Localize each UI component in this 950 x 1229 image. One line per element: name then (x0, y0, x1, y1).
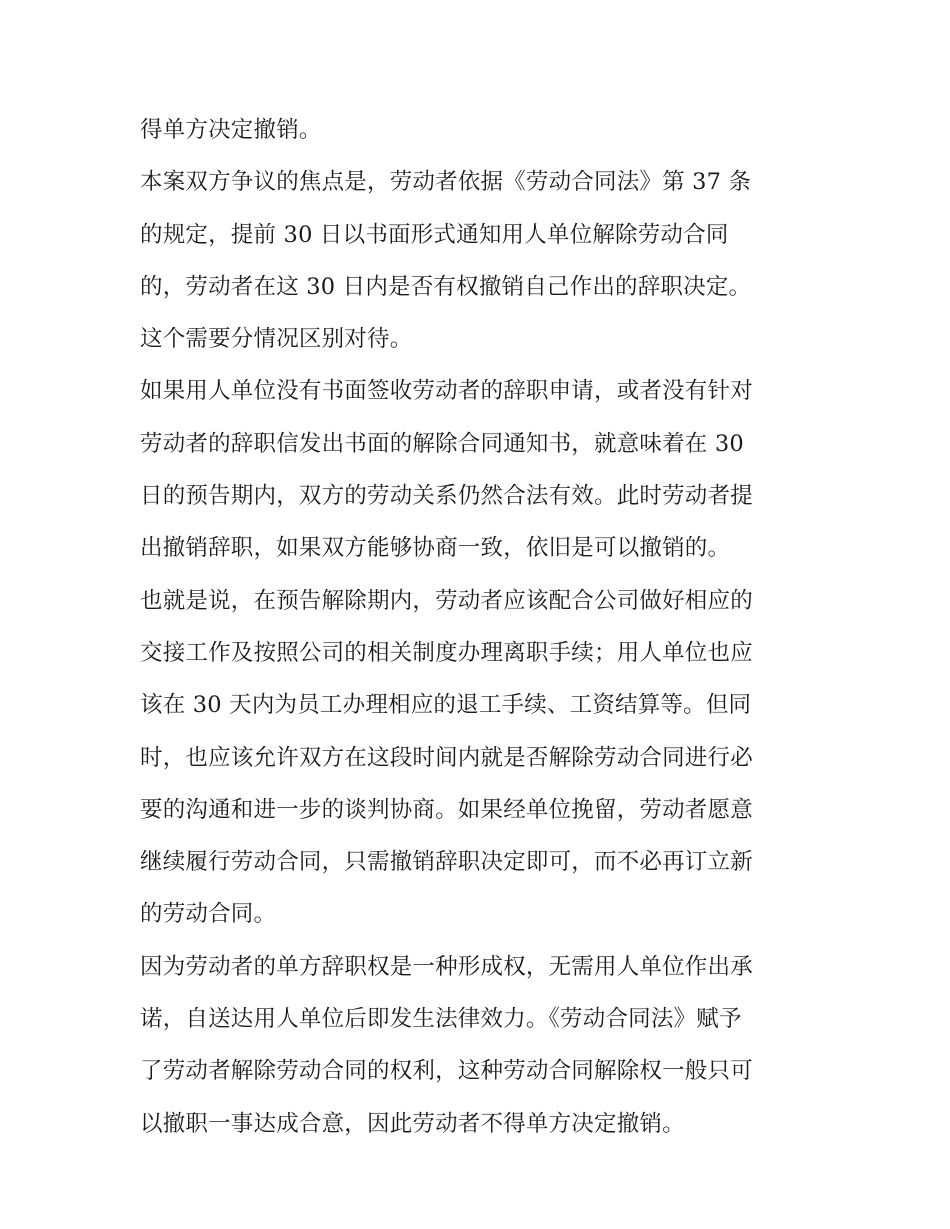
text-line: 劳动者的辞职信发出书面的解除合同通知书，就意味着在 30 (140, 430, 744, 457)
text-line: 也就是说，在预告解除期内，劳动者应该配合公司做好相应的 (140, 587, 753, 614)
text-line: 的规定，提前 30 日以书面形式通知用人单位解除劳动合同 (140, 221, 729, 248)
text-line: 继续履行劳动合同，只需撤销辞职决定即可，而不必再订立新 (140, 849, 753, 876)
text-line: 的劳动合同。 (140, 901, 277, 928)
text-line: 如果用人单位没有书面签收劳动者的辞职申请，或者没有针对 (140, 378, 753, 405)
text-line: 的，劳动者在这 30 日内是否有权撤销自己作出的辞职决定。 (140, 273, 752, 300)
text-line: 该在 30 天内为员工办理相应的退工手续、工资结算等。但同 (140, 692, 752, 719)
text-line: 了劳动者解除劳动合同的权利，这种劳动合同解除权一般只可 (140, 1058, 753, 1085)
text-line: 这个需要分情况区别对待。 (140, 326, 413, 353)
text-line: 本案双方争议的焦点是，劳动者依据《劳动合同法》第 37 条 (140, 169, 752, 196)
text-line: 交接工作及按照公司的相关制度办理离职手续；用人单位也应 (140, 639, 753, 666)
text-line: 以撤职一事达成合意，因此劳动者不得单方决定撤销。 (140, 1110, 685, 1137)
text-line: 日的预告期内，双方的劳动关系仍然合法有效。此时劳动者提 (140, 483, 753, 510)
text-line: 诺，自送达用人单位后即发生法律效力。《劳动合同法》赋予 (140, 1006, 742, 1033)
text-line: 时，也应该允许双方在这段时间内就是否解除劳动合同进行必 (140, 744, 753, 771)
document-body (140, 108, 820, 1154)
text-line: 要的沟通和进一步的谈判协商。如果经单位挽留，劳动者愿意 (140, 796, 753, 823)
text-line: 出撤销辞职，如果双方能够协商一致，依旧是可以撤销的。 (140, 535, 731, 562)
text-line: 得单方决定撤销。 (140, 117, 322, 143)
text-line: 因为劳动者的单方辞职权是一种形成权，无需用人单位作出承 (140, 953, 753, 980)
